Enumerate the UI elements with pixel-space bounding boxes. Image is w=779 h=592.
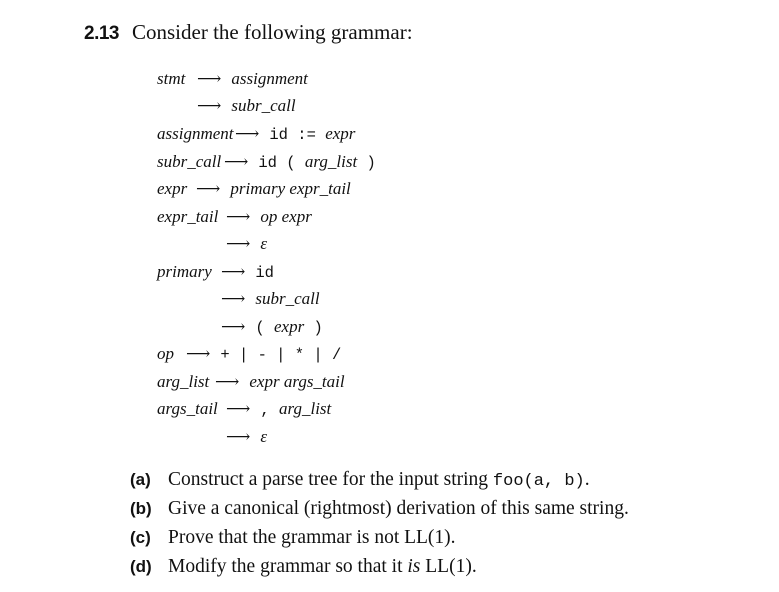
grammar-rule (157, 425, 267, 449)
grammar-rule (157, 177, 351, 201)
rule-lhs: expr (157, 179, 188, 198)
derives-arrow-icon: ⟶ (226, 427, 251, 446)
rule-rhs-symbol: ) (357, 154, 376, 172)
part-text-segment: Prove that the grammar is not LL(1). (168, 527, 456, 548)
rule-rhs-symbol: expr (273, 317, 305, 336)
problem-number: 2.13 (84, 23, 119, 44)
derives-arrow-icon: ⟶ (221, 289, 246, 308)
rule-lhs: arg_list (157, 372, 210, 391)
rule-rhs-symbol: assignment (231, 69, 308, 88)
part-text (168, 498, 629, 520)
rule-rhs-symbol: expr args_tail (249, 372, 345, 391)
grammar-rule (157, 315, 323, 339)
derives-arrow-icon: ⟶ (221, 317, 246, 336)
part-text-segment: Give a canonical (rightmost) derivation of this same string. (168, 498, 629, 519)
rule-lhs: stmt (157, 69, 186, 88)
part-text-segment: Modify the grammar so that it (168, 556, 408, 577)
part-text-segment: foo(a, b) (492, 472, 585, 491)
exercise-part (130, 498, 770, 527)
exercise-parts (130, 469, 770, 585)
rule-rhs-symbol: ) (304, 319, 323, 337)
derives-arrow-icon: ⟶ (226, 234, 251, 253)
exercise-part (130, 556, 770, 585)
part-text (168, 469, 590, 491)
derives-arrow-icon: ⟶ (197, 69, 222, 88)
rule-rhs-symbol: arg_list (278, 399, 332, 418)
grammar-rule (157, 232, 267, 256)
rule-rhs-symbol: ( (276, 154, 305, 172)
rule-rhs-symbol: op expr (260, 207, 312, 226)
derives-arrow-icon: ⟶ (226, 399, 251, 418)
derives-arrow-icon: ⟶ (235, 124, 260, 143)
part-label: (b) (130, 499, 152, 518)
part-label: (d) (130, 557, 152, 576)
part-text-segment: is (407, 556, 421, 577)
rule-lhs: primary (157, 262, 212, 281)
rule-rhs-symbol: ( (255, 319, 274, 337)
grammar-rule (157, 342, 341, 366)
grammar-rule (157, 150, 376, 174)
rule-lhs: op (157, 344, 174, 363)
part-text-segment: Construct a parse tree for the input string (168, 469, 493, 490)
rule-rhs-symbol: primary expr_tail (230, 179, 351, 198)
grammar-rule (157, 94, 296, 118)
part-text (168, 556, 477, 578)
part-label: (c) (130, 528, 151, 547)
rule-rhs-symbol: subr_call (231, 96, 296, 115)
derives-arrow-icon: ⟶ (186, 344, 211, 363)
rule-rhs-symbol: ε (260, 234, 268, 253)
grammar-rule (157, 370, 345, 394)
derives-arrow-icon: ⟶ (226, 207, 251, 226)
rule-rhs-symbol: , (260, 401, 279, 419)
rule-lhs: args_tail (157, 399, 218, 418)
grammar-rule (157, 205, 312, 229)
rule-lhs: assignment (157, 124, 234, 143)
grammar-rule (157, 260, 274, 284)
exercise-part (130, 527, 770, 556)
rule-rhs-symbol: ε (260, 427, 268, 446)
rule-lhs: expr_tail (157, 207, 219, 226)
rule-rhs-symbol: + | - | * | / (220, 346, 342, 364)
exercise-part (130, 469, 770, 498)
rule-lhs: subr_call (157, 152, 222, 171)
rule-rhs-symbol: id (258, 154, 277, 172)
rule-rhs-symbol: arg_list (304, 152, 358, 171)
derives-arrow-icon: ⟶ (215, 372, 240, 391)
grammar-rule (157, 397, 331, 421)
grammar-rule (157, 287, 320, 311)
derives-arrow-icon: ⟶ (196, 179, 221, 198)
part-text-segment: . (584, 469, 590, 490)
derives-arrow-icon: ⟶ (224, 152, 249, 171)
part-label: (a) (130, 470, 151, 489)
rule-rhs-symbol: subr_call (255, 289, 320, 308)
part-text-segment: LL(1). (420, 556, 477, 577)
rule-rhs-symbol: id (269, 126, 288, 144)
rule-rhs-symbol: id (255, 264, 274, 282)
derives-arrow-icon: ⟶ (221, 262, 246, 281)
rule-rhs-symbol: expr (325, 124, 356, 143)
part-text (168, 527, 456, 549)
grammar-rule (157, 67, 308, 91)
grammar-rule (157, 122, 355, 146)
problem-title: Consider the following grammar: (132, 20, 413, 44)
derives-arrow-icon: ⟶ (197, 96, 222, 115)
rule-rhs-symbol: := (287, 126, 326, 144)
